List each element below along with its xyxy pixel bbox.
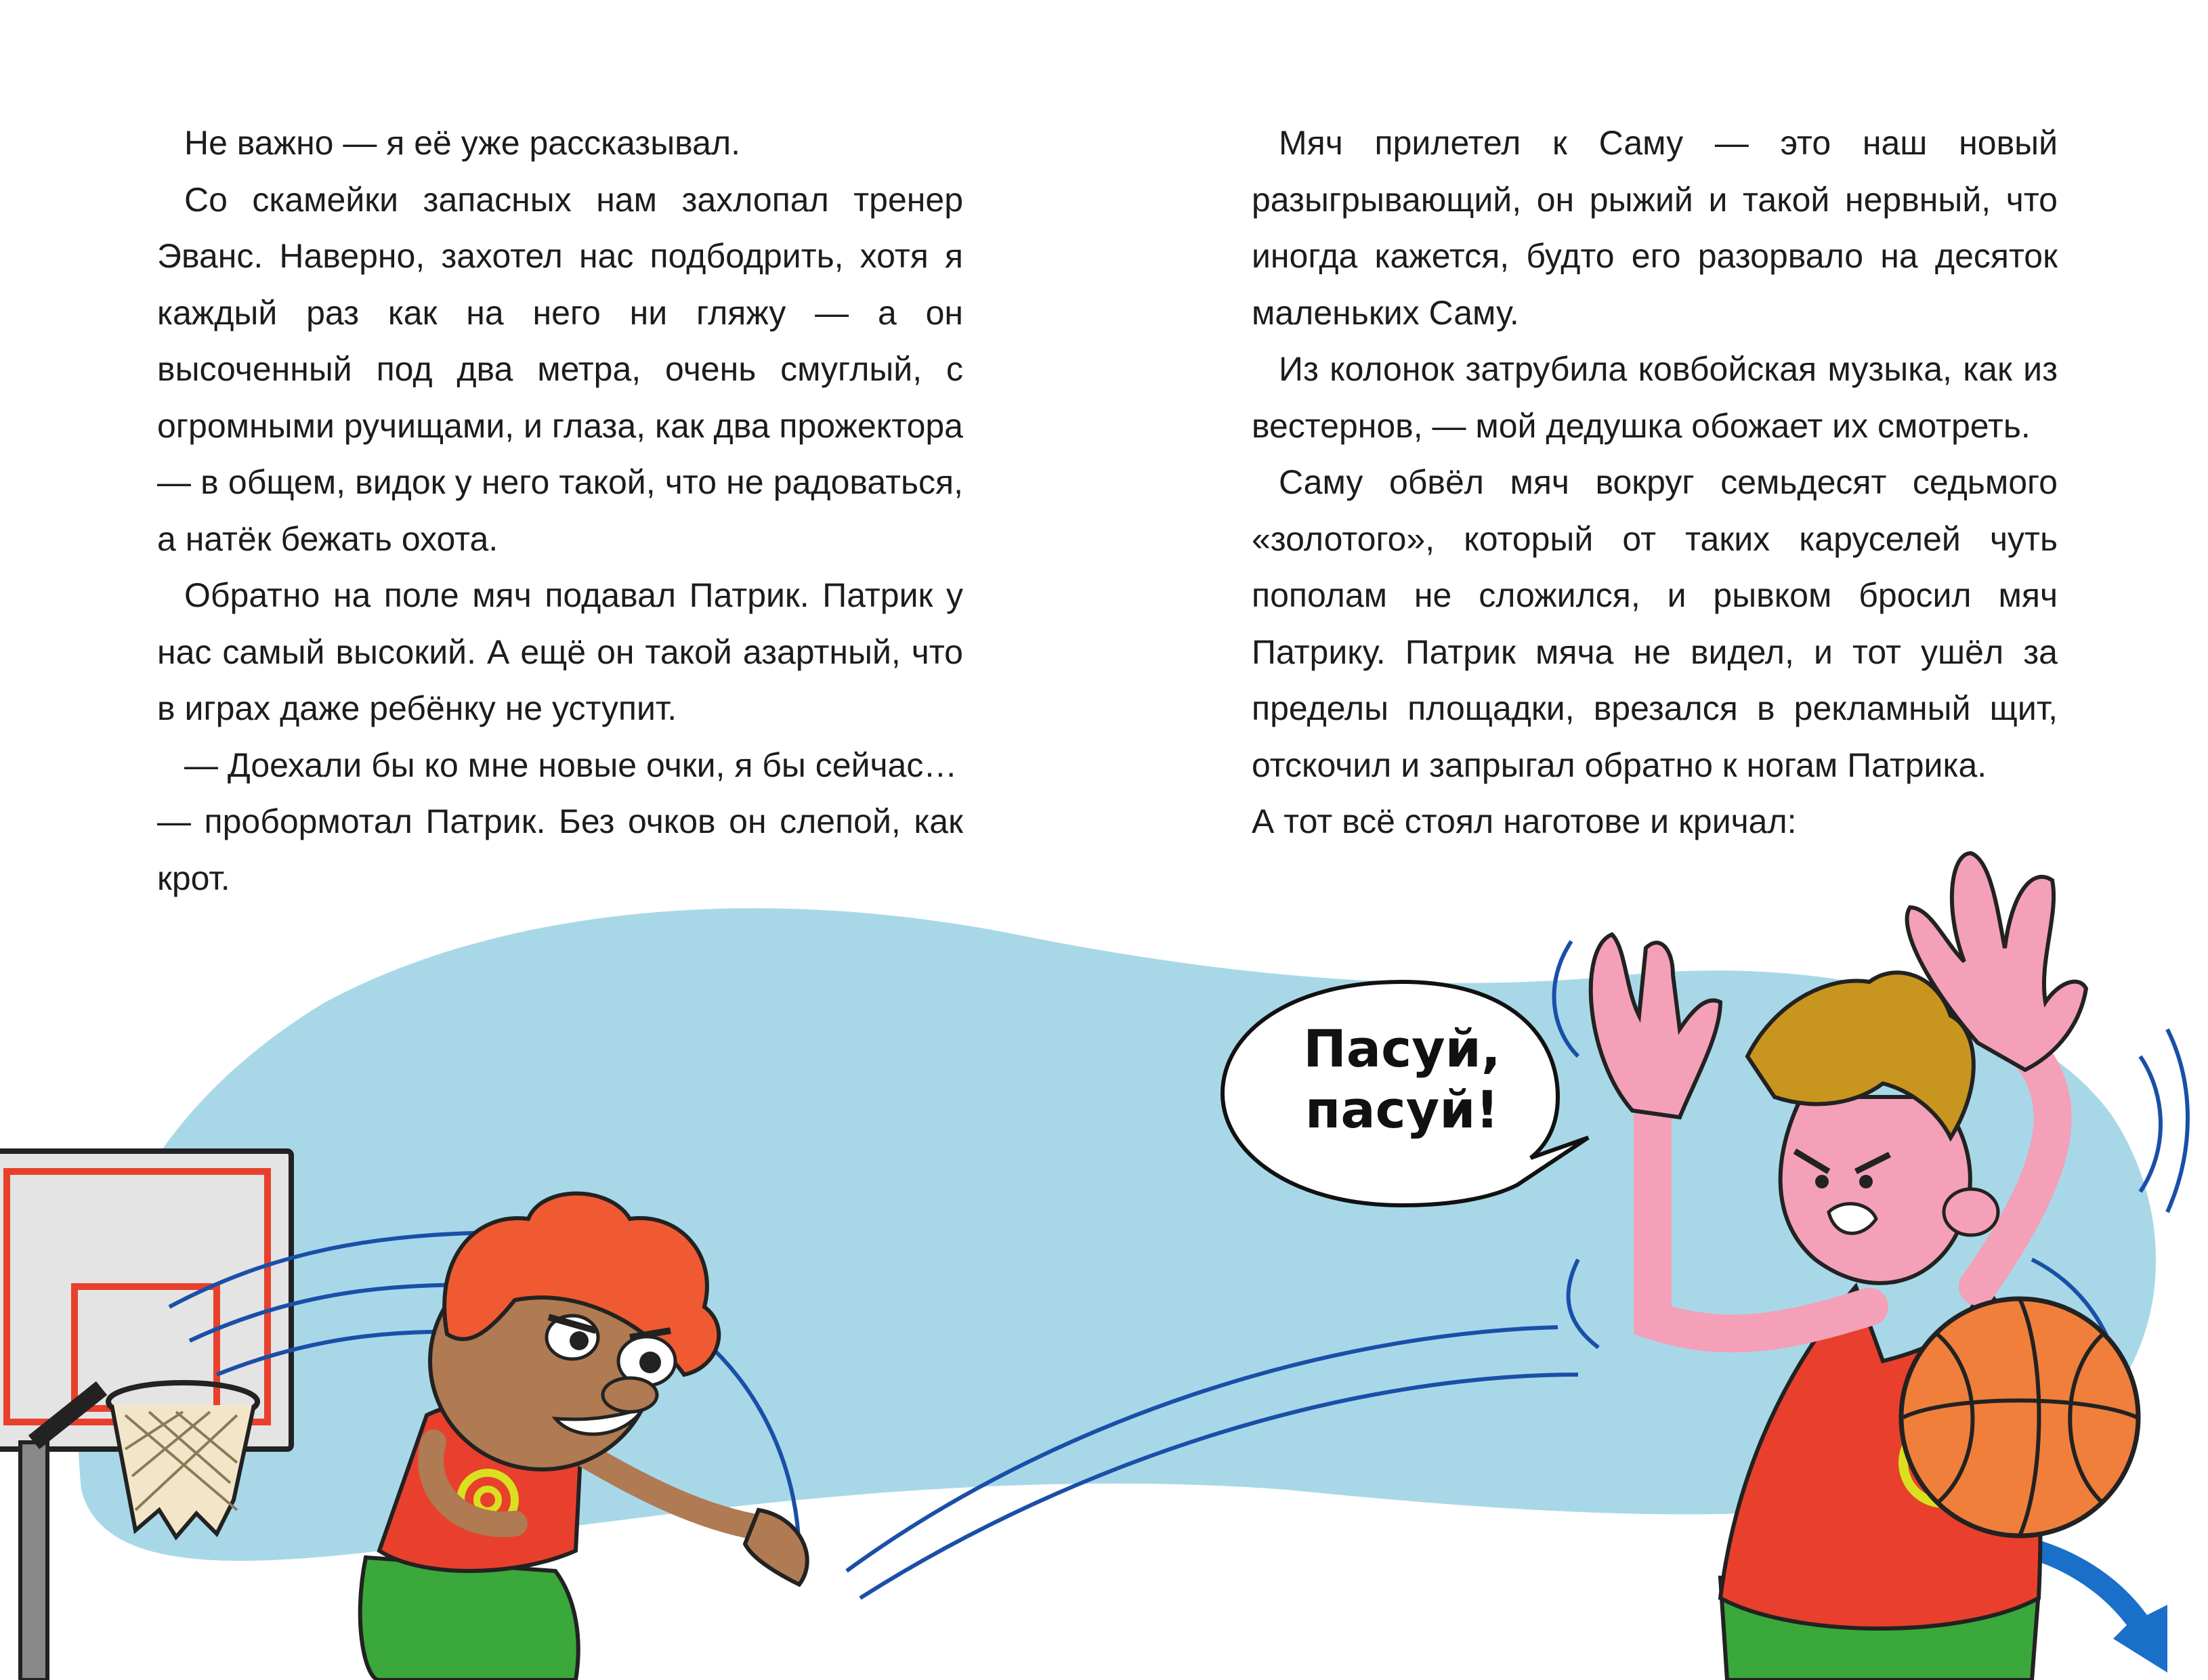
paragraph: Не важно — я её уже рассказывал. (184, 124, 741, 162)
right-page-text (1252, 115, 2058, 850)
paragraph: Мяч прилетел к Саму — это наш новый разыгрывающий, он рыжий и такой нервный, что иногда кажется, будто его разорвало на десяток маленьких Саму. (1252, 124, 2058, 332)
paragraph: — пробормотал Патрик. Без очков он слепой, как крот. (157, 802, 963, 897)
paragraph: А тот всё стоял наготове и кричал: (1252, 802, 1797, 840)
basketball-icon (1901, 1299, 2138, 1536)
paragraph: Обратно на поле мяч подавал Патрик. Патрик у нас самый высокий. А ещё он такой азартный, что в играх даже ребёнку не уступит. (157, 576, 963, 727)
bubble-line-1: Пасуй, (1303, 1018, 1501, 1079)
patrick-character (1591, 853, 2086, 1680)
bubble-line-2: пасуй! (1304, 1079, 1500, 1140)
arrow-icon (2025, 1537, 2167, 1673)
paragraph: Саму обвёл мяч вокруг семьдесят седьмого «золотого», который от таких каруселей чуть пополам не сложился, и рывком бросил мяч Патрику. Патрик мяча не видел, и тот ушёл за пределы площадки, врезался в рекламный щит, отскочил и запрыгал обратно к ногам Патрика. (1252, 463, 2058, 784)
paragraph: — Доехали бы ко мне новые очки, я бы сейчас… (184, 746, 958, 784)
basketball-hoop (0, 1151, 291, 1680)
paragraph: Из колонок затрубила ковбойская музыка, как из вестернов, — мой дедушка обожает их смотреть. (1252, 350, 2058, 445)
left-page-text (157, 115, 963, 907)
paragraph: Со скамейки запасных нам захлопал тренер Эванс. Наверно, захотел нас подбодрить, хотя я каждый раз как на него ни гляжу — а он высоченный под два метра, очень смуглый, с огромными ручищами, и глаза, как два прожектора — в общем, видок у него такой, что не радоваться, а натёк бежать охота. (157, 180, 963, 558)
